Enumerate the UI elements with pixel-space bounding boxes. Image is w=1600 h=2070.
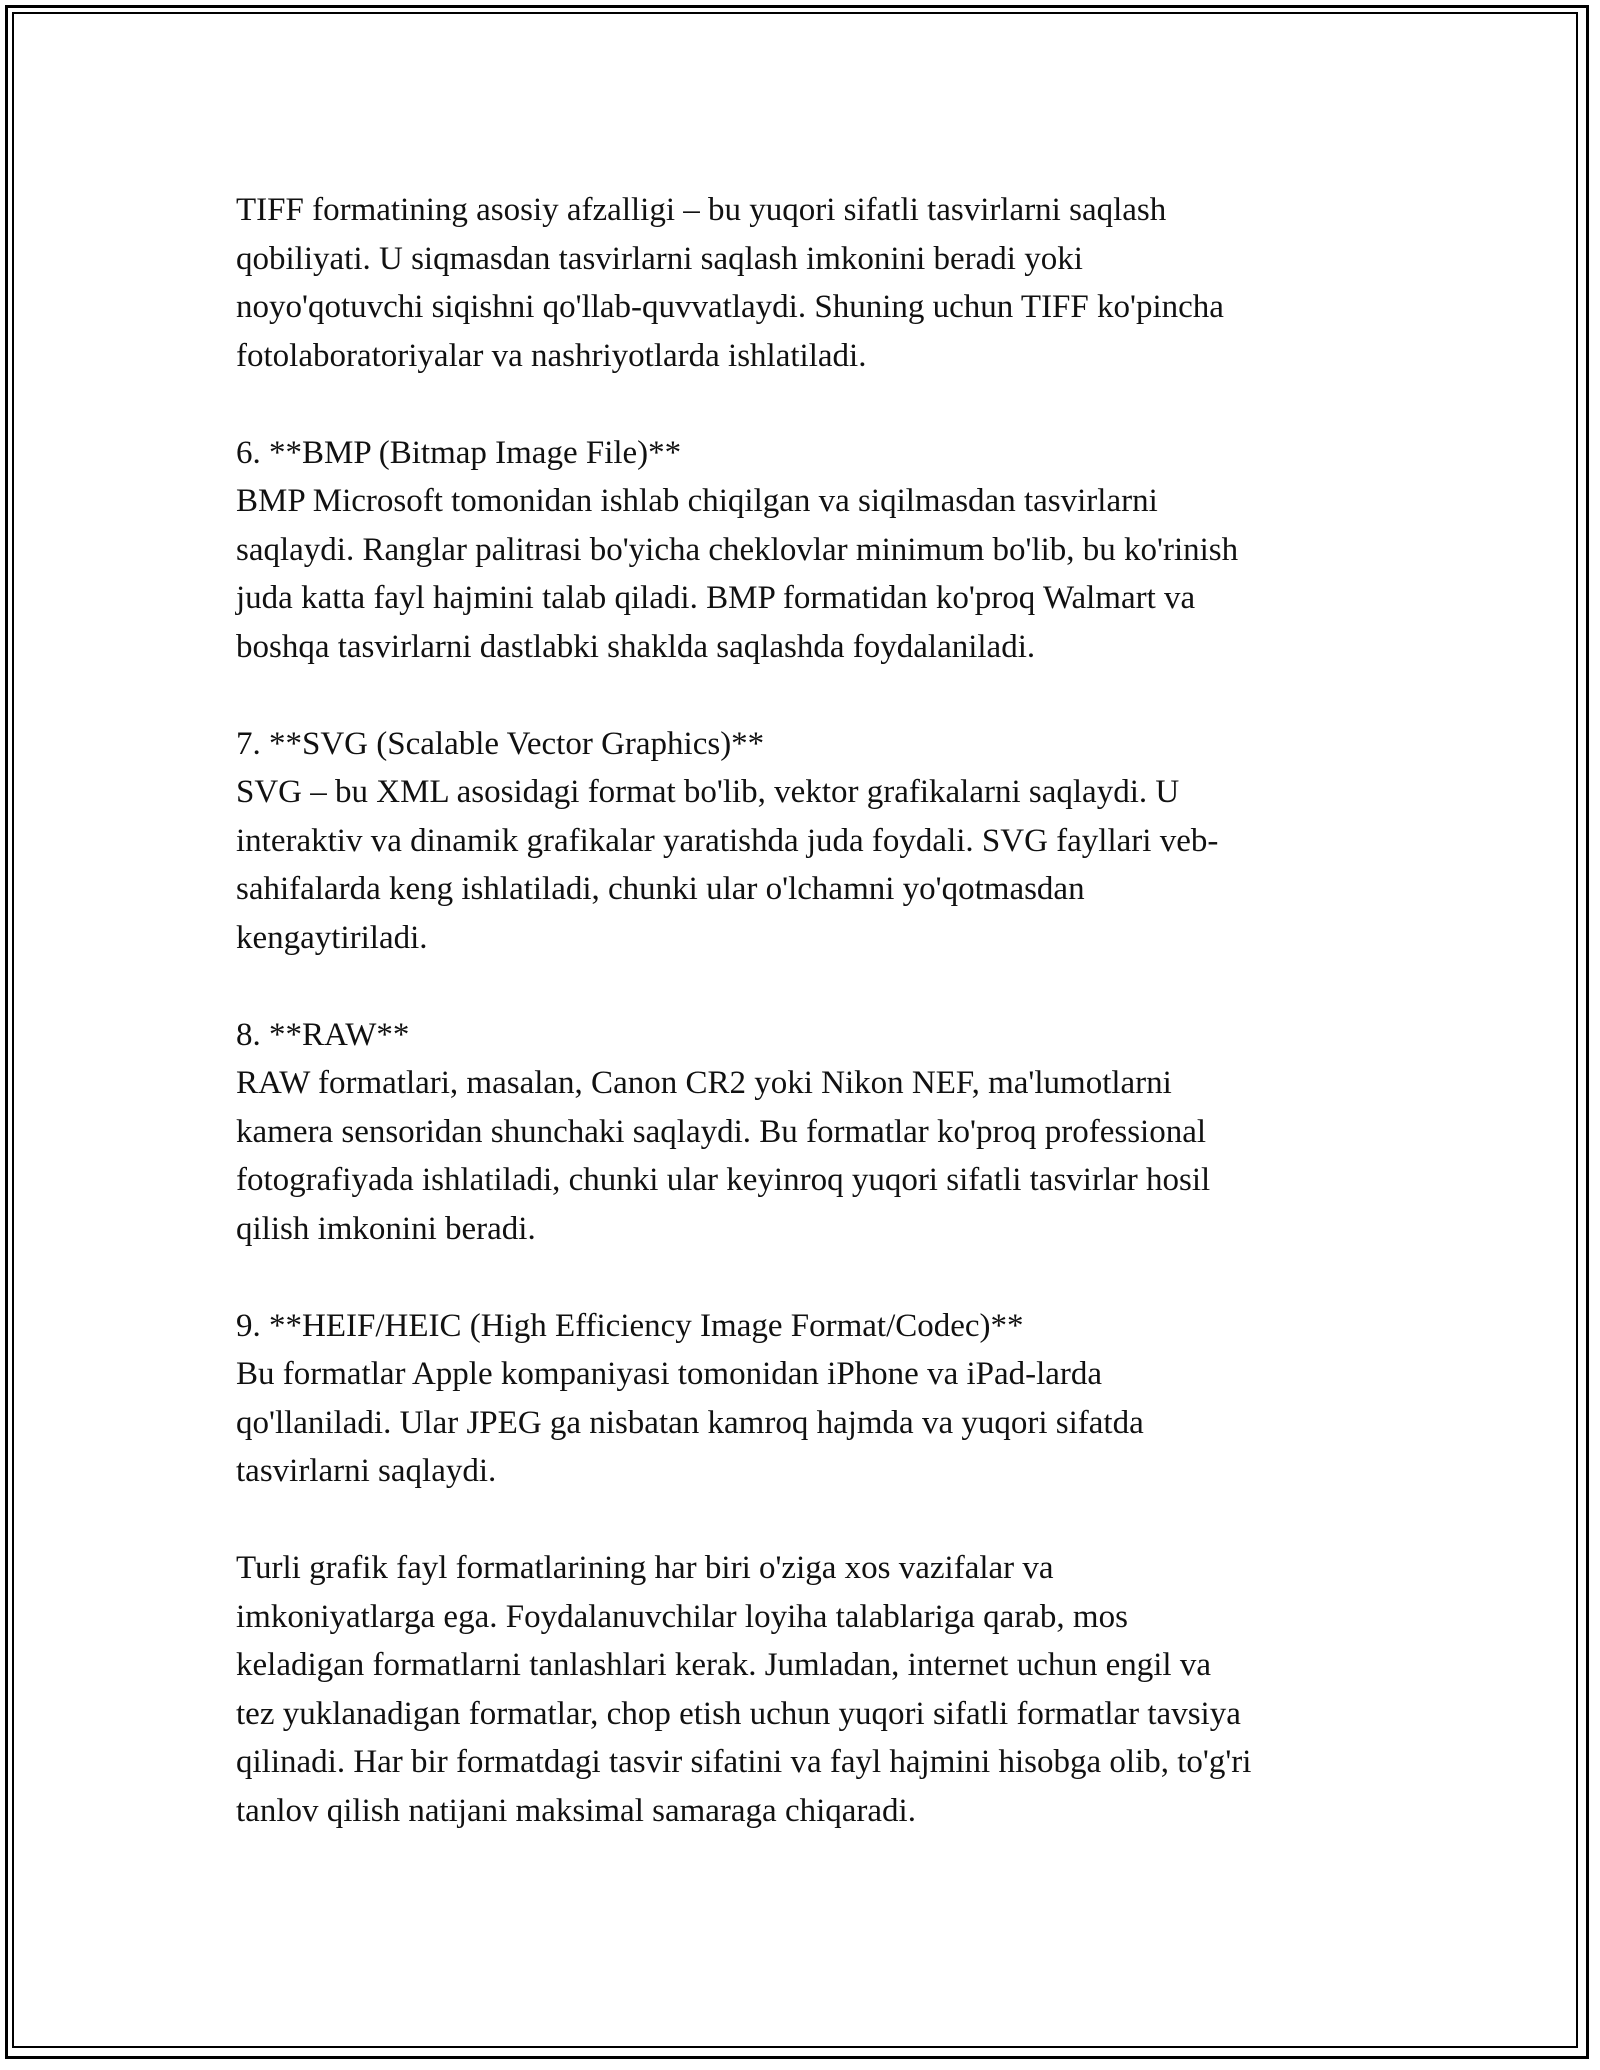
document-body xyxy=(236,186,1376,1835)
paragraph-tiff-advantage: TIFF formatining asosiy afzalligi – bu yuqori sifatli tasvirlarni saqlash qobiliyati. U siqmasdan tasvirlarni saqlash imkonini beradi yoki noyo'qotuvchi siqishni qo'llab-quvvatlaydi. Shuning uchun TIFF ko'pincha fotolaboratoriyalar va nashriyotlarda ishlatiladi. xyxy=(236,192,1224,374)
paragraph-heif-section: 9. **HEIF/HEIC (High Efficiency Image Format/Codec)** Bu formatlar Apple kompaniyasi tomonidan iPhone va iPad-larda qo'llaniladi. Ular JPEG ga nisbatan kamroq hajmda va yuqori sifatda tasvirlarni saqlaydi. xyxy=(236,1307,1144,1489)
paragraph-bmp-section: 6. **BMP (Bitmap Image File)** BMP Microsoft tomonidan ishlab chiqilgan va siqilmasdan tasvirlarni saqlaydi. Ranglar palitrasi bo'yicha cheklovlar minimum bo'lib, bu ko'rinish juda katta fayl hajmini talab qiladi. BMP formatidan ko'proq Walmart va boshqa tasvirlarni dastlabki shaklda saqlashda foydalaniladi. xyxy=(236,434,1239,665)
paragraph-conclusion: Turli grafik fayl formatlarining har biri o'ziga xos vazifalar va imkoniyatlarga ega. Foydalanuvchilar loyiha talablariga qarab, mos keladigan formatlarni tanlashlari kerak. Jumladan, internet uchun engil va tez yuklanadigan formatlar, chop etish uchun yuqori sifatli formatlar tavsiya qilinadi. Har bir formatdagi tasvir sifatini va fayl hajmini hisobga olib, to'g'ri tanlov qilish natijani maksimal samaraga chiqaradi. xyxy=(236,1550,1252,1829)
paragraph-raw-section: 8. **RAW** RAW formatlari, masalan, Canon CR2 yoki Nikon NEF, ma'lumotlarni kamera sensoridan shunchaki saqlaydi. Bu formatlar ko'proq professional fotografiyada ishlatiladi, chunki ular keyinroq yuqori sifatli tasvirlar hosil qilish imkonini beradi. xyxy=(236,1016,1211,1247)
paragraph-svg-section: 7. **SVG (Scalable Vector Graphics)** SVG – bu XML asosidagi format bo'lib, vektor grafikalarni saqlaydi. U interaktiv va dinamik grafikalar yaratishda juda foydali. SVG fayllari veb- sahifalarda keng ishlatiladi, chunki ular o'lchamni yo'qotmasdan kengaytiriladi. xyxy=(236,725,1219,956)
